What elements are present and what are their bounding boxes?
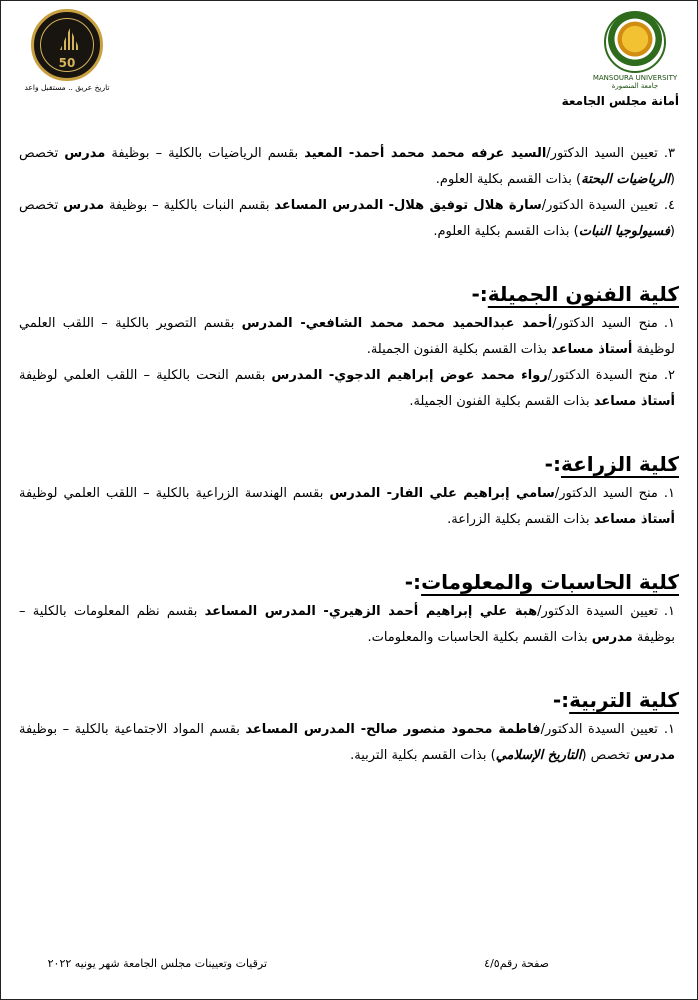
person-name: سامي إبراهيم علي الفار- المدرس	[329, 486, 555, 501]
item-text: بقسم التصوير بالكلية – اللقب العلمي لوظيفة	[19, 316, 675, 357]
section-agriculture	[19, 449, 679, 533]
page-footer	[1, 957, 697, 977]
item-prefix: منح السيد الدكتور/	[554, 486, 658, 501]
section-heading	[19, 685, 679, 715]
section-heading	[19, 449, 679, 479]
item-number: ٣.	[663, 146, 676, 161]
item-prefix: تعيين السيد الدكتور/	[546, 146, 658, 161]
item-text: بذات القسم بكلية الفنون الجميلة.	[409, 394, 594, 409]
item-number: ٤.	[663, 198, 675, 213]
person-name: فاطمة محمود منصور صالح- المدرس المساعد	[245, 722, 541, 737]
item-prefix: تعيين السيدة الدكتور/	[537, 604, 658, 619]
job-title: مدرس	[64, 146, 106, 161]
person-name: هبة علي إبراهيم أحمد الزهيري- المدرس المساعد	[204, 604, 538, 619]
items-top	[19, 141, 679, 245]
decision-item	[19, 717, 675, 769]
section-suffix: :-	[471, 282, 488, 306]
anniversary-emblem	[31, 9, 103, 81]
decision-item	[19, 363, 675, 415]
item-text: بذات القسم بكلية الحاسبات والمعلومات.	[367, 630, 592, 645]
document-body	[19, 141, 679, 769]
item-prefix: تعيين السيدة الدكتور/	[541, 198, 658, 213]
item-number: ٢.	[663, 368, 675, 383]
job-title: مدرس	[63, 198, 105, 213]
specialization: التاريخ الإسلامي	[495, 748, 582, 763]
anniversary-slogan: تاريخ عريق .. مستقبل واعد	[24, 83, 110, 92]
item-text: تخصص (	[581, 748, 635, 763]
section-title: كلية الحاسبات والمعلومات	[421, 570, 679, 594]
item-text: ) بذات القسم بكلية العلوم.	[435, 172, 582, 187]
section-title: كلية الزراعة	[560, 452, 679, 476]
section-title: كلية الفنون الجميلة	[487, 282, 679, 306]
job-title: أستاذ مساعد	[593, 512, 675, 527]
section-education	[19, 685, 679, 769]
decision-item	[19, 311, 675, 363]
item-number: ١.	[663, 722, 675, 737]
job-title: مدرس	[591, 630, 633, 645]
university-logo	[561, 11, 679, 108]
job-title: أستاذ مساعد	[593, 394, 675, 409]
specialization: فسيولوجيا النبات	[578, 224, 670, 239]
specialization: الرياضيات البحتة	[581, 172, 670, 187]
item-text: ) بذات القسم بكلية التربية.	[350, 748, 496, 763]
item-prefix: تعيين السيدة الدكتور/	[540, 722, 658, 737]
item-text: بقسم نظم المعلومات بالكلية – بوظيفة	[19, 604, 675, 645]
item-text: بقسم النبات بالكلية – بوظيفة	[104, 198, 275, 213]
item-text: بذات القسم بكلية الزراعة.	[447, 512, 594, 527]
item-text: ) بذات القسم بكلية العلوم.	[433, 224, 579, 239]
section-title: كلية التربية	[569, 688, 679, 712]
decision-item	[19, 193, 675, 245]
person-name: السيد عرفه محمد محمد أحمد- المعيد	[304, 146, 547, 161]
decision-item	[19, 599, 675, 651]
item-number: ١.	[663, 316, 675, 331]
job-title: مدرس	[634, 748, 675, 763]
section-heading	[19, 279, 679, 309]
university-emblem-text: MANSOURA UNIVERSITY جامعة المنصورة	[592, 74, 678, 90]
item-prefix: منح السيد الدكتور/	[552, 316, 658, 331]
item-number: ١.	[663, 604, 675, 619]
person-name: رواء محمد عوض إبراهيم الدجوي- المدرس	[271, 368, 548, 383]
item-text: بقسم المواد الاجتماعية بالكلية – بوظيفة	[19, 722, 246, 737]
section-heading	[19, 567, 679, 597]
anniversary-number: 50	[58, 56, 76, 70]
decision-item	[19, 141, 675, 193]
item-text: تخصص (	[19, 146, 675, 187]
section-suffix: :-	[544, 452, 561, 476]
section-suffix: :-	[552, 688, 570, 712]
secretariat-title: أمانة مجلس الجامعة	[561, 94, 679, 108]
mansoura-university-emblem	[604, 11, 666, 73]
item-text: بقسم الهندسة الزراعية بالكلية – اللقب العلمي لوظيفة	[19, 486, 330, 501]
job-title: أستاذ مساعد	[551, 342, 633, 357]
person-name: أحمد عبدالحميد محمد محمد الشافعي- المدرس	[241, 316, 553, 331]
anniversary-logo	[23, 9, 111, 92]
section-suffix: :-	[404, 570, 422, 594]
item-text: بقسم النحت بالكلية – اللقب العلمي لوظيفة	[19, 368, 272, 383]
section-computers	[19, 567, 679, 651]
item-text: بذات القسم بكلية الفنون الجميلة.	[366, 342, 552, 357]
item-number: ١.	[663, 486, 675, 501]
person-name: سارة هلال توفيق هلال- المدرس المساعد	[274, 198, 542, 213]
footer-title: ترقيات وتعيينات مجلس الجامعة شهر يونيه ٢٠٢٢	[47, 957, 267, 970]
decision-item	[19, 481, 675, 533]
item-text: بقسم الرياضيات بالكلية – بوظيفة	[105, 146, 305, 161]
item-prefix: منح السيدة الدكتور/	[547, 368, 658, 383]
page-number: صفحة رقم٤/٥	[484, 957, 549, 970]
section-fine-arts	[19, 279, 679, 415]
item-text: تخصص (	[19, 198, 675, 239]
